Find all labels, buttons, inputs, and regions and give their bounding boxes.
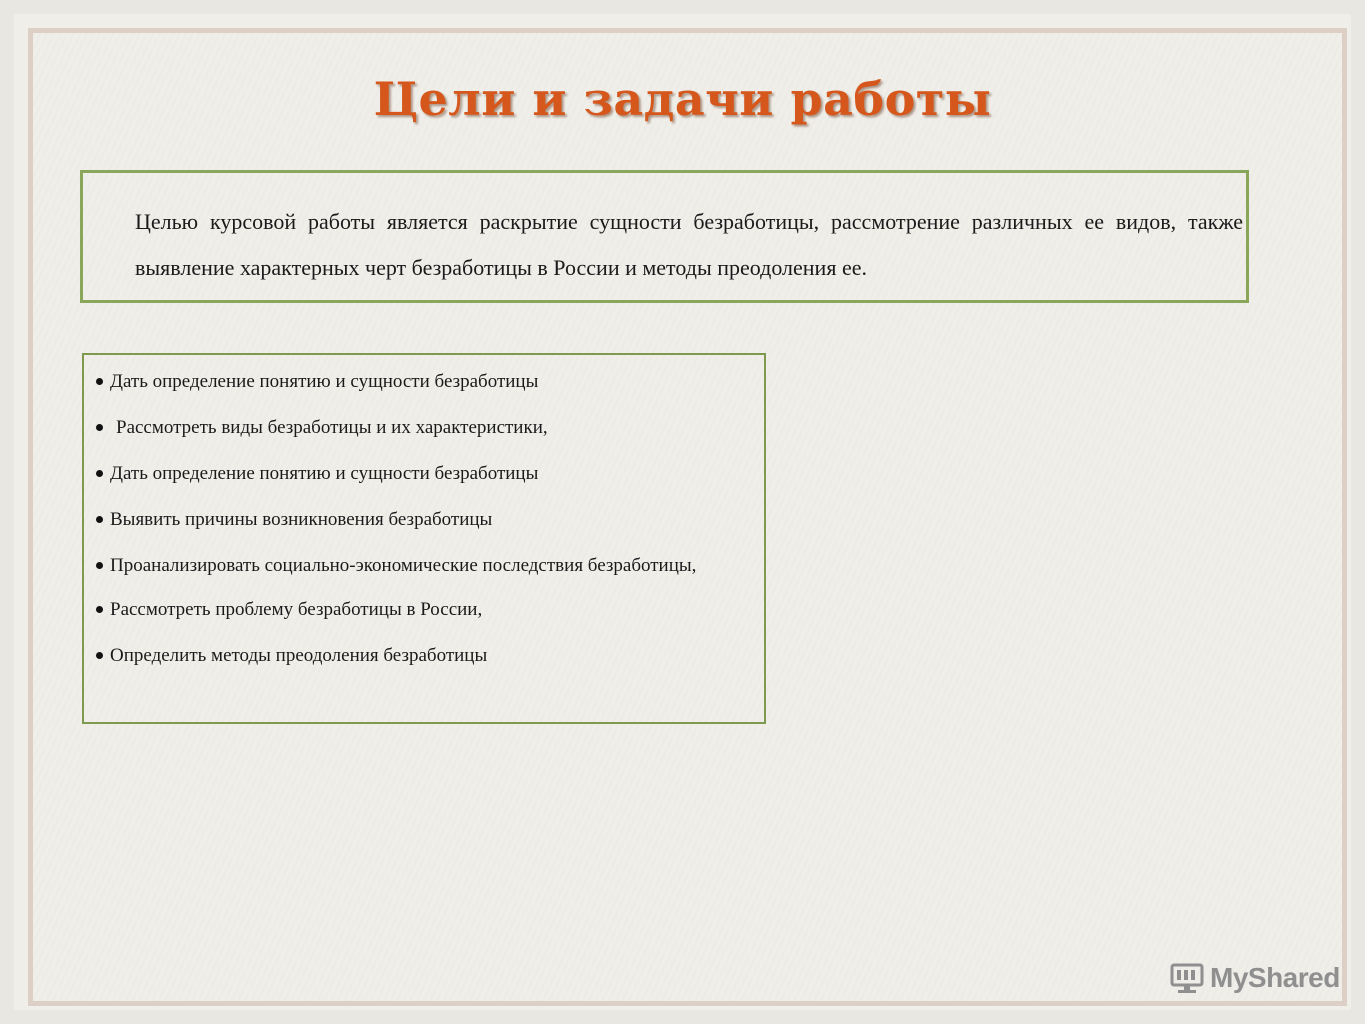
task-text: Дать определение понятию и сущности безработицы bbox=[110, 371, 539, 392]
bullet-icon bbox=[96, 652, 103, 659]
bullet-icon bbox=[96, 606, 103, 613]
bullet-icon bbox=[96, 562, 103, 569]
task-item bbox=[94, 507, 754, 533]
tasks-box bbox=[82, 353, 766, 724]
task-item bbox=[94, 415, 754, 441]
task-text: Дать определение понятию и сущности безработицы bbox=[110, 463, 539, 484]
bullet-icon bbox=[96, 516, 103, 523]
task-text: Рассмотреть виды безработицы и их характеристики, bbox=[116, 417, 548, 438]
myshared-logo-icon bbox=[1170, 961, 1204, 995]
myshared-watermark[interactable] bbox=[1170, 958, 1340, 998]
task-item bbox=[94, 369, 754, 395]
task-text: Проанализировать социально-экономические последствия безработицы, bbox=[110, 555, 697, 576]
goal-box bbox=[80, 170, 1249, 303]
task-text: Выявить причины возникновения безработицы bbox=[110, 509, 493, 530]
bullet-icon bbox=[96, 378, 103, 385]
task-item bbox=[94, 461, 754, 487]
goal-text: Целью курсовой работы является раскрытие сущности безработицы, рассмотрение различных ее видов, также выявление характерных черт безработицы в России и методы преодоления ее. bbox=[135, 209, 1243, 280]
task-list bbox=[94, 369, 754, 689]
bullet-icon bbox=[96, 424, 103, 431]
task-item bbox=[94, 547, 754, 585]
task-text: Рассмотреть проблему безработицы в России, bbox=[110, 599, 483, 620]
slide-title: Цели и задачи работы bbox=[373, 72, 992, 126]
watermark-text: MyShared bbox=[1210, 962, 1340, 993]
task-text: Определить методы преодоления безработицы bbox=[110, 645, 488, 666]
task-item bbox=[94, 597, 754, 623]
bullet-icon bbox=[96, 470, 103, 477]
task-item bbox=[94, 643, 754, 669]
